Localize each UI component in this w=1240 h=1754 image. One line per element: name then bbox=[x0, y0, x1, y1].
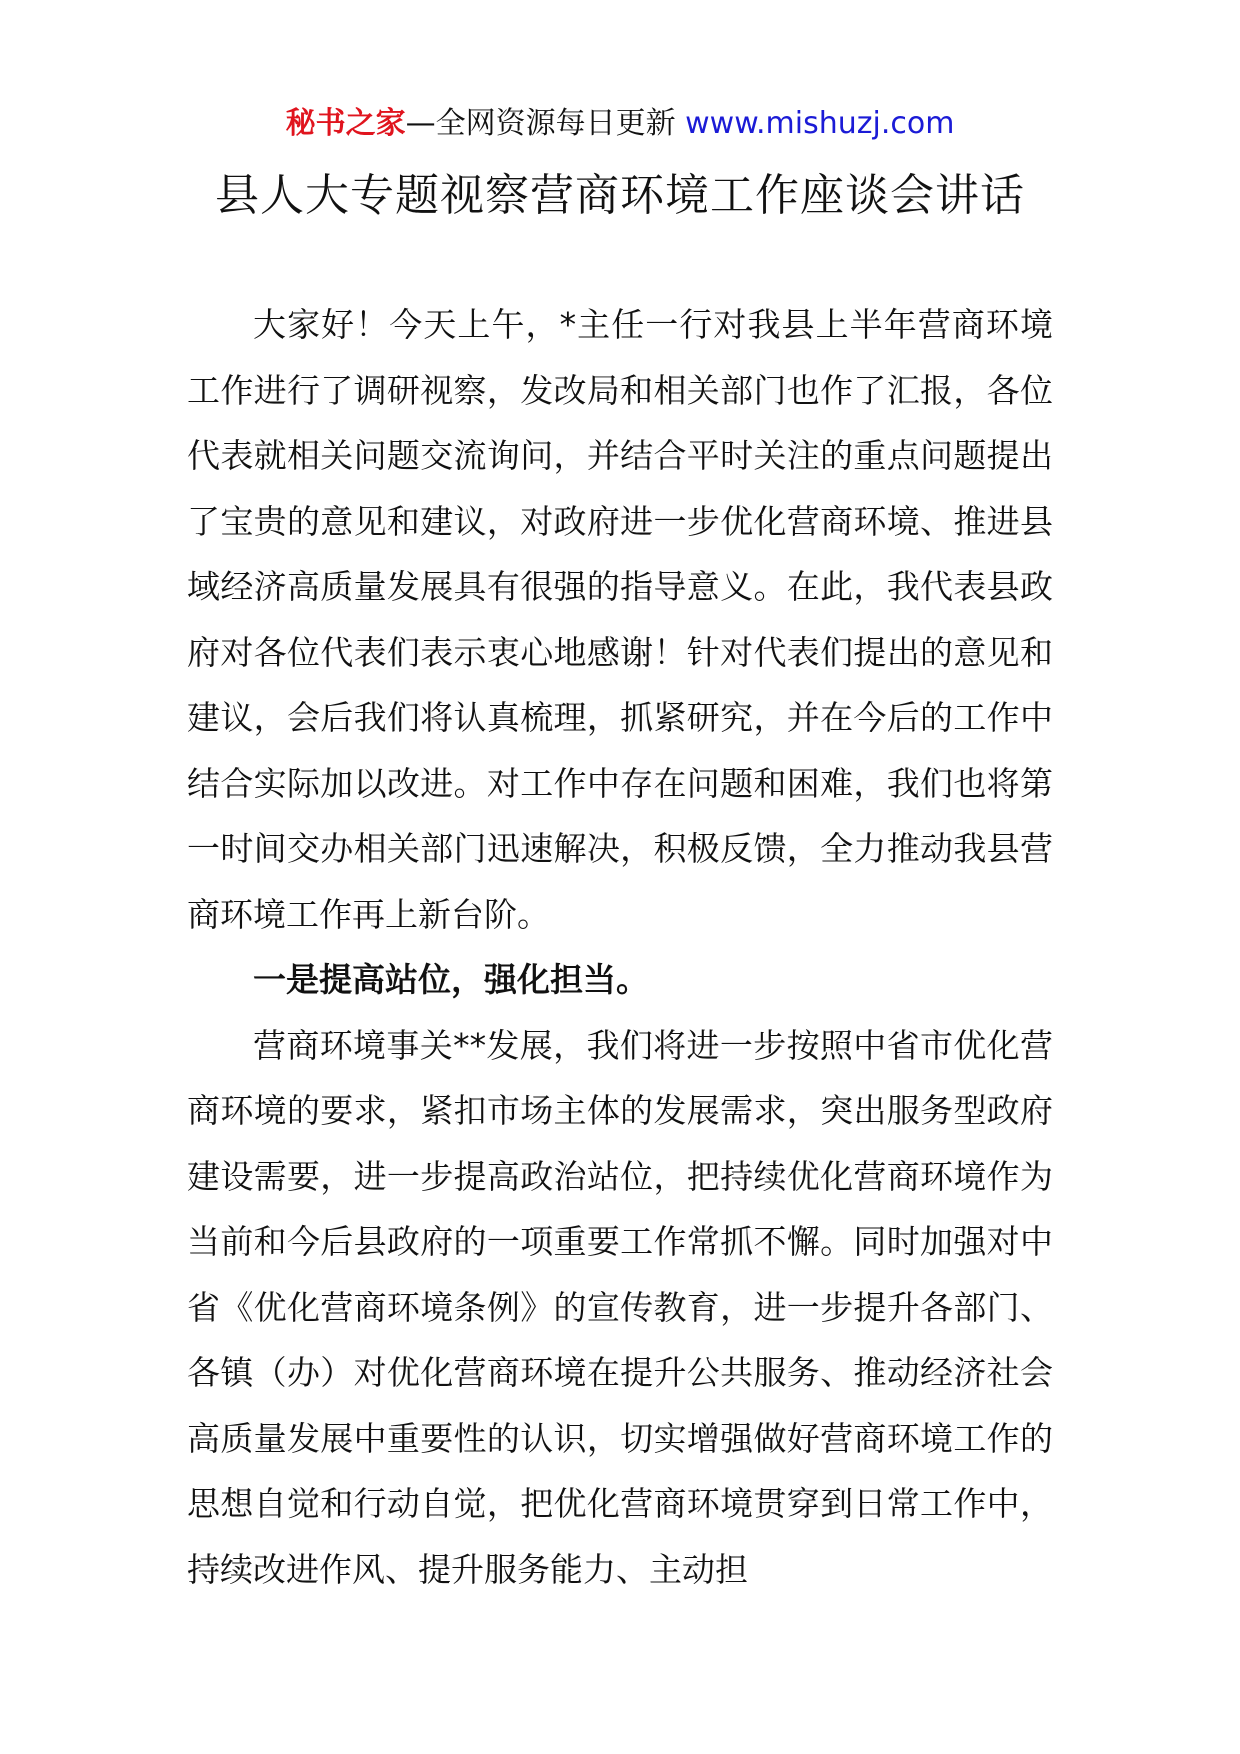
paragraph-section-1: 营商环境事关**发展，我们将进一步按照中省市优化营商环境的要求，紧扣市场主体的发展需求，突出服务型政府建设需要，进一步提高政治站位，把持续优化营商环境作为当前和今后县政府的一项重要工作常抓不懈。同时加强对中省《优化营商环境条例》的宣传教育，进一步提升各部门、各镇（办）对优化营商环境在提升公共服务、推动经济社会高质量发展中重要性的认识，切实增强做好营商环境工作的思想自觉和行动自觉，把优化营商环境贯穿到日常工作中，持续改进作风、提升服务能力、主动担 bbox=[187, 1025, 1053, 1589]
paragraph-opening: 大家好！今天上午，*主任一行对我县上半年营商环境工作进行了调研视察，发改局和相关部门也作了汇报，各位代表就相关问题交流询问，并结合平时关注的重点问题提出了宝贵的意见和建议，对政府进一步优化营商环境、推进县域经济高质量发展具有很强的指导意义。在此，我代表县政府对各位代表们表示衷心地感谢！针对代表们提出的意见和建议，会后我们将认真梳理，抓紧研究，并在今后的工作中结合实际加以改进。对工作中存在问题和困难，我们也将第一时间交办相关部门迅速解决，积极反馈，全力推动我县营商环境工作再上新台阶。 bbox=[187, 305, 1053, 934]
section-heading-1: 一是提高站位，强化担当。 bbox=[253, 960, 649, 999]
header-tagline: —全网资源每日更新 bbox=[405, 106, 686, 141]
site-url-link[interactable]: www.mishuzj.com bbox=[685, 106, 955, 141]
site-header bbox=[0, 104, 1240, 144]
document-title: 县人大专题视察营商环境工作座谈会讲话 bbox=[215, 170, 1025, 221]
document-body bbox=[187, 292, 1053, 1602]
brand-name: 秘书之家 bbox=[285, 106, 406, 141]
